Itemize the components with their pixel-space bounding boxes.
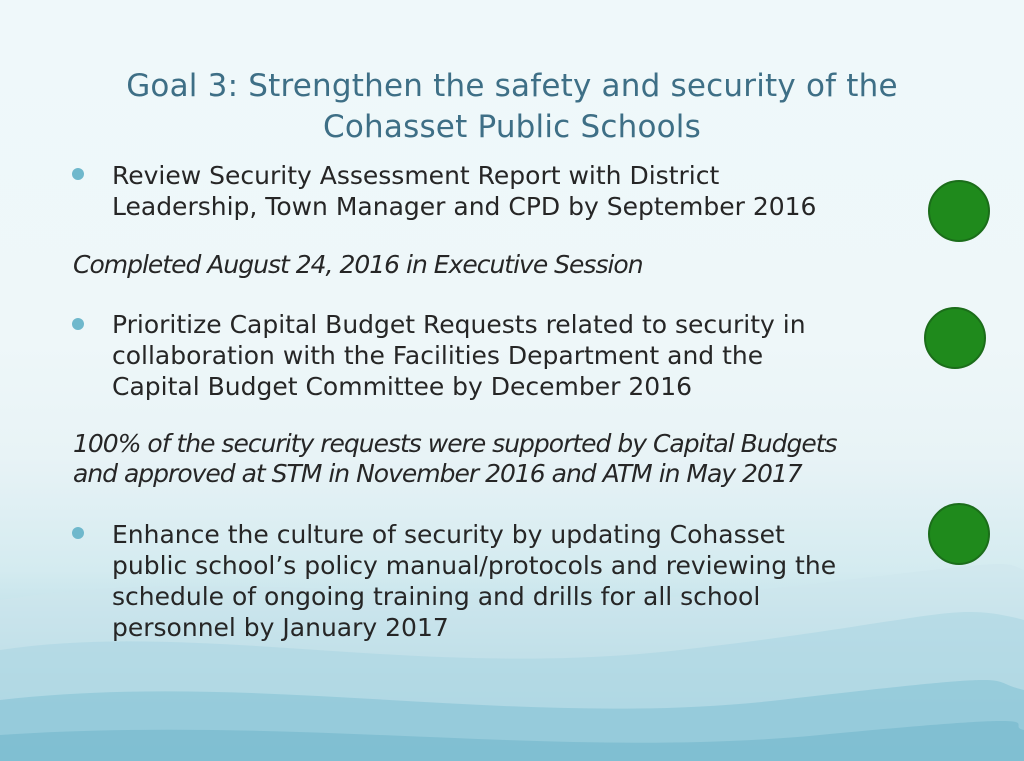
goal-item-3-line-3: schedule of ongoing training and drills for all school xyxy=(112,582,761,611)
bullet-icon xyxy=(72,527,84,539)
bullet-icon xyxy=(72,168,84,180)
status-complete-icon xyxy=(928,180,990,242)
goal-item-3-text xyxy=(112,519,836,643)
slide-title-line-2: Cohasset Public Schools xyxy=(323,108,701,145)
progress-note-1 xyxy=(73,250,643,280)
progress-note-2-line-2: and approved at STM in November 2016 and ATM in May 2017 xyxy=(73,459,802,488)
goal-item-1-text xyxy=(112,160,816,222)
goal-item-3-line-1: Enhance the culture of security by updating Cohasset xyxy=(112,520,785,549)
progress-note-2 xyxy=(73,429,837,489)
goal-item-1-line-1: Review Security Assessment Report with District xyxy=(112,161,720,190)
progress-note-2-line-1: 100% of the security requests were supported by Capital Budgets xyxy=(73,429,837,458)
status-complete-icon xyxy=(924,307,986,369)
progress-note-1-line-1: Completed August 24, 2016 in Executive Session xyxy=(73,250,643,279)
goal-item-1-line-2: Leadership, Town Manager and CPD by September 2016 xyxy=(112,192,817,221)
slide-title-line-1: Goal 3: Strengthen the safety and security of the xyxy=(126,67,898,104)
status-complete-icon xyxy=(928,503,990,565)
goal-item-3-line-2: public school’s policy manual/protocols and reviewing the xyxy=(112,551,837,580)
slide-title xyxy=(60,66,964,148)
goal-item-2-line-3: Capital Budget Committee by December 2016 xyxy=(112,372,693,401)
goal-item-3-line-4: personnel by January 2017 xyxy=(112,613,449,642)
goal-item-2-line-2: collaboration with the Facilities Department and the xyxy=(112,341,764,370)
goal-item-2-text xyxy=(112,309,806,402)
bullet-icon xyxy=(72,318,84,330)
goal-item-2-line-1: Prioritize Capital Budget Requests related to security in xyxy=(112,310,806,339)
